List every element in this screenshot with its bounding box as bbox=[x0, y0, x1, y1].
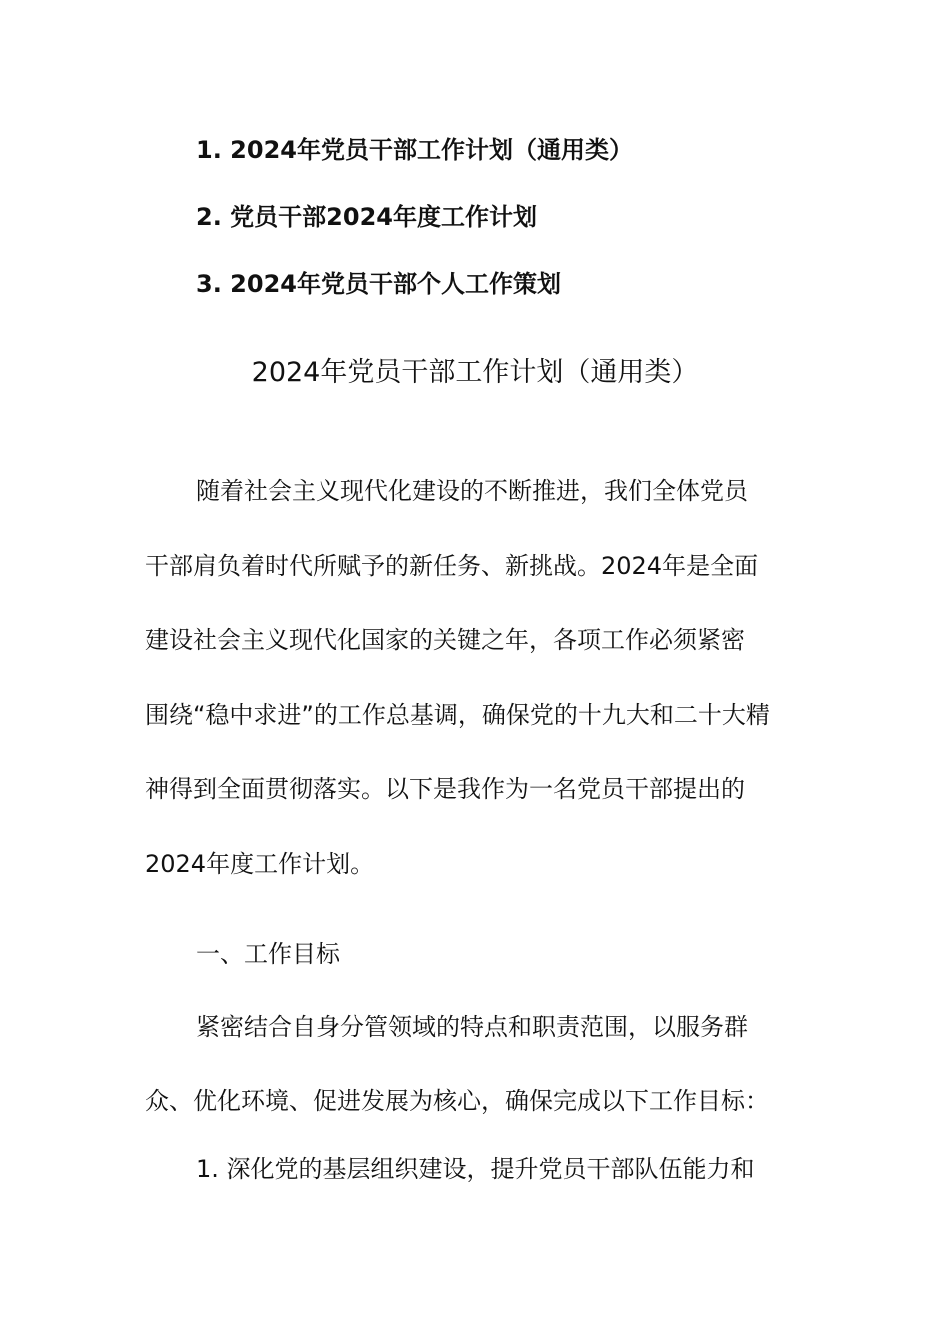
paragraph-line: 紧密结合自身分管领域的特点和职责范围，以服务群 bbox=[196, 1013, 748, 1041]
paragraph-line: 2024年度工作计划。 bbox=[145, 850, 375, 878]
section-heading: 一、工作目标 bbox=[196, 940, 340, 968]
paragraph-line: 随着社会主义现代化建设的不断推进，我们全体党员 bbox=[196, 477, 748, 505]
paragraph-line: 众、优化环境、促进发展为核心，确保完成以下工作目标： bbox=[145, 1087, 769, 1115]
toc-item-1: 1. 2024年党员干部工作计划（通用类） bbox=[196, 136, 633, 164]
paragraph-line: 神得到全面贯彻落实。以下是我作为一名党员干部提出的 bbox=[145, 775, 745, 803]
toc-item-2: 2. 党员干部2024年度工作计划 bbox=[196, 203, 537, 231]
list-item: 1. 深化党的基层组织建设，提升党员干部队伍能力和 bbox=[196, 1155, 755, 1183]
paragraph-line: 围绕“稳中求进”的工作总基调，确保党的十九大和二十大精 bbox=[145, 701, 770, 729]
toc-item-3: 3. 2024年党员干部个人工作策划 bbox=[196, 270, 561, 298]
document-title: 2024年党员干部工作计划（通用类） bbox=[251, 357, 699, 388]
paragraph-line: 干部肩负着时代所赋予的新任务、新挑战。2024年是全面 bbox=[145, 552, 759, 580]
paragraph-line: 建设社会主义现代化国家的关键之年，各项工作必须紧密 bbox=[145, 626, 745, 654]
